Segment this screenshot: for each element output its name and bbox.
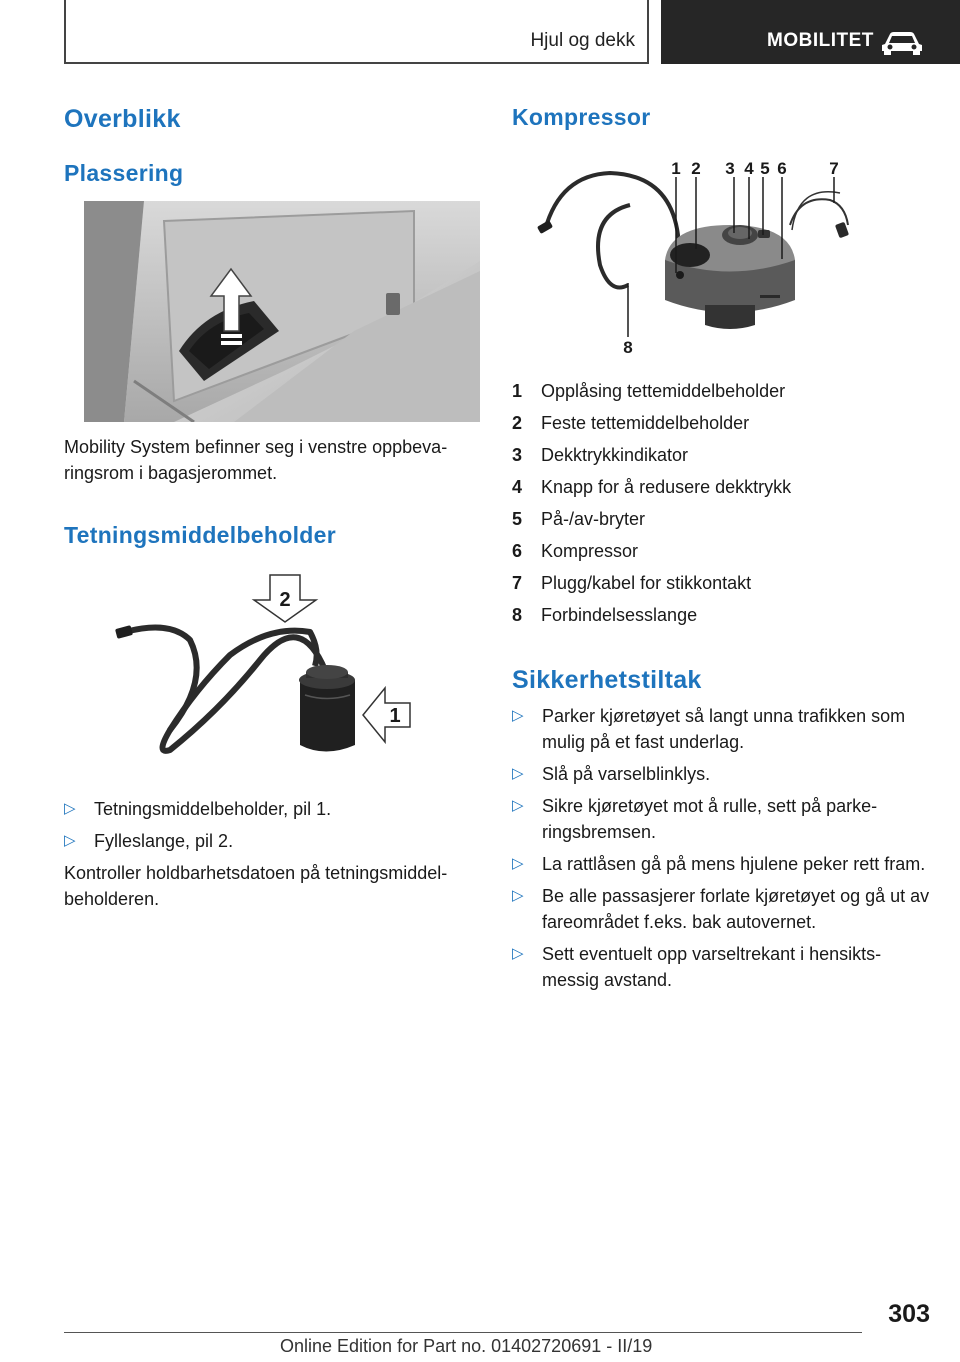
callout-6: 6	[777, 159, 787, 178]
triangle-bullet-icon: ▷	[512, 855, 524, 872]
list-item: ▷ Sett eventuelt opp varseltrekant i hensikts-messig avstand.	[512, 941, 932, 993]
callout-5: 5	[760, 159, 770, 178]
legend-item: 7 Plugg/kabel for stikkontakt	[512, 573, 752, 593]
page-title: Overblikk	[64, 105, 181, 133]
compressor-legend	[512, 378, 932, 634]
list-item: ▷ La rattlåsen gå på mens hjulene peker rett fram.	[512, 851, 932, 877]
placement-text: Mobility System befinner seg i venstre oppbeva-ringsrom i bagasjerommet.	[64, 437, 448, 483]
legend-item: 5 På-/av-bryter	[512, 509, 646, 529]
footer-edition: Online Edition for Part no. 01402720691 - II/19	[280, 1336, 653, 1356]
header-chapter-label: MOBILITET	[767, 30, 874, 51]
callout-1: 1	[671, 159, 681, 178]
car-icon	[879, 28, 925, 56]
list-item: ▷ Tetningsmiddelbeholder, pil 1.	[64, 796, 484, 822]
header-section-tab	[64, 0, 649, 64]
sealant-container-illustration	[110, 570, 420, 770]
triangle-bullet-icon: ▷	[512, 765, 524, 782]
legend-item: 8 Forbindelsesslange	[512, 605, 698, 625]
sealant-text: Kontroller holdbarhetsdatoen på tetningsmiddel-beholderen.	[64, 863, 448, 909]
legend-item: 1 Opplåsing tettemiddelbeholder	[512, 381, 786, 401]
triangle-bullet-icon: ▷	[512, 945, 524, 962]
arrow-1-label: 1	[389, 705, 401, 727]
list-item: ▷ Parker kjøretøyet så langt unna trafikken som mulig på et fast underlag.	[512, 703, 932, 755]
legend-item: 6 Kompressor	[512, 541, 639, 561]
footer-divider	[64, 1332, 862, 1333]
callout-8: 8	[623, 338, 633, 357]
triangle-bullet-icon: ▷	[512, 797, 524, 814]
legend-item: 3 Dekktrykkindikator	[512, 445, 689, 465]
sealant-heading: Tetningsmiddelbeholder	[64, 522, 336, 548]
sealant-bullet-list	[64, 796, 484, 860]
callout-2: 2	[691, 159, 701, 178]
list-item: ▷ Sikre kjøretøyet mot å rulle, sett på parke-ringsbremsen.	[512, 793, 932, 845]
safety-bullet-list	[512, 703, 932, 999]
arrow-2-label: 2	[279, 589, 291, 611]
compressor-illustration	[530, 155, 860, 360]
legend-item: 4 Knapp for å redusere dekktrykk	[512, 477, 792, 497]
triangle-bullet-icon: ▷	[512, 887, 524, 904]
list-item: ▷ Be alle passasjerer forlate kjøretøyet og gå ut av fareområdet f.eks. bak autovernet.	[512, 883, 932, 935]
triangle-bullet-icon: ▷	[64, 832, 76, 849]
safety-heading: Sikkerhetstiltak	[512, 666, 702, 694]
header-section-label: Hjul og dekk	[530, 30, 635, 51]
callout-3: 3	[725, 159, 735, 178]
callout-4: 4	[744, 159, 754, 178]
placement-heading: Plassering	[64, 160, 184, 186]
legend-item: 2 Feste tettemiddelbeholder	[512, 413, 750, 433]
compressor-heading: Kompressor	[512, 104, 651, 130]
triangle-bullet-icon: ▷	[512, 707, 524, 724]
list-item: ▷ Fylleslange, pil 2.	[64, 828, 484, 854]
list-item: ▷ Slå på varselblinklys.	[512, 761, 932, 787]
callout-7: 7	[829, 159, 839, 178]
triangle-bullet-icon: ▷	[64, 800, 76, 817]
page-number: 303	[888, 1300, 930, 1328]
trunk-compartment-photo	[84, 201, 480, 422]
